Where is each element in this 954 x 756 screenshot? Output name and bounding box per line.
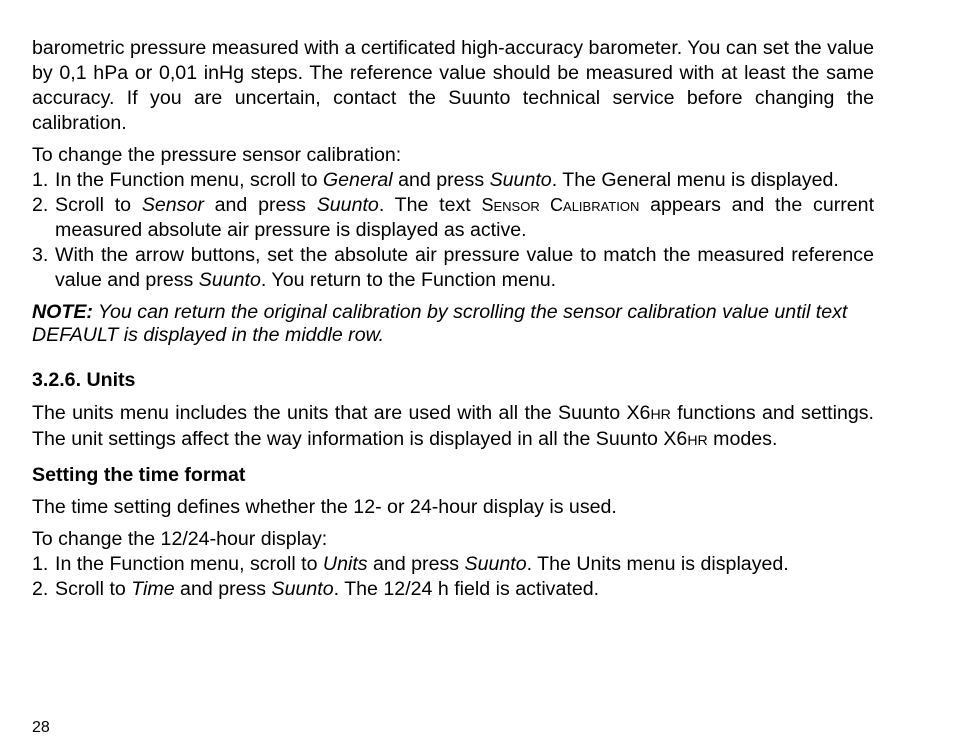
step-button-name: Suunto <box>489 169 552 191</box>
step-number: 2. <box>32 578 49 600</box>
display-text-sensor-calibration: Sensor Calibration <box>481 195 640 215</box>
page-content <box>32 36 874 602</box>
step-text <box>55 243 874 293</box>
note-label: NOTE: <box>32 301 93 323</box>
step-menu-name: Time <box>131 578 175 600</box>
step-text-part: . The text <box>378 194 482 216</box>
step-text-part: and press <box>174 578 272 600</box>
step-text <box>55 193 874 243</box>
time-step-1 <box>32 552 874 577</box>
step-button-name: Suunto <box>316 194 379 216</box>
step-text-part: appears and the current measured absolute air pressure is displayed as active. <box>55 194 875 241</box>
step-menu-name: Sensor <box>141 194 204 216</box>
step-text-part: and press <box>203 194 317 216</box>
model-suffix: HR <box>687 432 708 448</box>
time-format-steps <box>32 552 874 602</box>
note-text: You can return the original calibration by scrolling the sensor calibration value until text DEFAULT is displayed in the middle row. <box>32 301 848 346</box>
step-number: 1. <box>32 169 49 191</box>
step-text-part: . The General menu is displayed. <box>551 169 839 191</box>
time-format-paragraph: The time setting defines whether the 12- or 24-hour display is used. <box>32 496 617 518</box>
page-number: 28 <box>32 719 50 736</box>
calibration-lead-in: To change the pressure sensor calibration: <box>32 144 402 166</box>
units-text-part: modes. <box>707 428 778 450</box>
step-text-part: and press <box>367 553 465 575</box>
step-button-name: Suunto <box>271 578 334 600</box>
step-text-part: and press <box>392 169 490 191</box>
calibration-steps <box>32 168 874 293</box>
step-text-part: In the Function menu, scroll to <box>55 169 323 191</box>
step-text <box>55 552 874 577</box>
section-heading-units: 3.2.6. Units <box>32 369 136 391</box>
step-menu-name: Units <box>322 553 368 575</box>
units-paragraph <box>32 401 874 453</box>
subheading-time-format: Setting the time format <box>32 464 246 486</box>
step-menu-name: General <box>322 169 393 191</box>
time-format-lead-in: To change the 12/24-hour display: <box>32 528 328 550</box>
step-text-part: Scroll to <box>55 194 142 216</box>
units-text-part: The units menu includes the units that are used with all the Suunto X6 <box>32 402 651 424</box>
step-number: 3. <box>32 244 49 266</box>
calibration-step-2 <box>32 193 874 243</box>
step-text-part: . The 12/24 h field is activated. <box>333 578 600 600</box>
time-step-2 <box>32 577 874 602</box>
calibration-step-1 <box>32 168 874 193</box>
step-text <box>55 168 874 193</box>
step-button-name: Suunto <box>464 553 527 575</box>
step-text-part: . You return to the Function menu. <box>260 269 557 291</box>
step-text <box>55 577 874 602</box>
calibration-step-3 <box>32 243 874 293</box>
step-number: 2. <box>32 194 49 216</box>
step-text-part: Scroll to <box>55 578 132 600</box>
step-text-part: With the arrow buttons, set the absolute air pressure value to match the measured reference value and press <box>55 244 874 291</box>
step-button-name: Suunto <box>198 269 261 291</box>
step-text-part: . The Units menu is displayed. <box>526 553 789 575</box>
model-suffix: HR <box>650 406 671 422</box>
step-text-part: In the Function menu, scroll to <box>55 553 323 575</box>
note-paragraph <box>32 301 874 347</box>
step-number: 1. <box>32 553 49 575</box>
units-text-part: functions and settings. The unit settings affect the way information is displayed in all the Suunto X6 <box>32 402 874 450</box>
intro-paragraph: barometric pressure measured with a certificated high-accuracy barometer. You can set the value by 0,1 hPa or 0,01 inHg steps. The reference value should be measured with at least the same accuracy. If you are uncertain, contact the Suunto technical service before changing the calibration. <box>32 37 874 134</box>
